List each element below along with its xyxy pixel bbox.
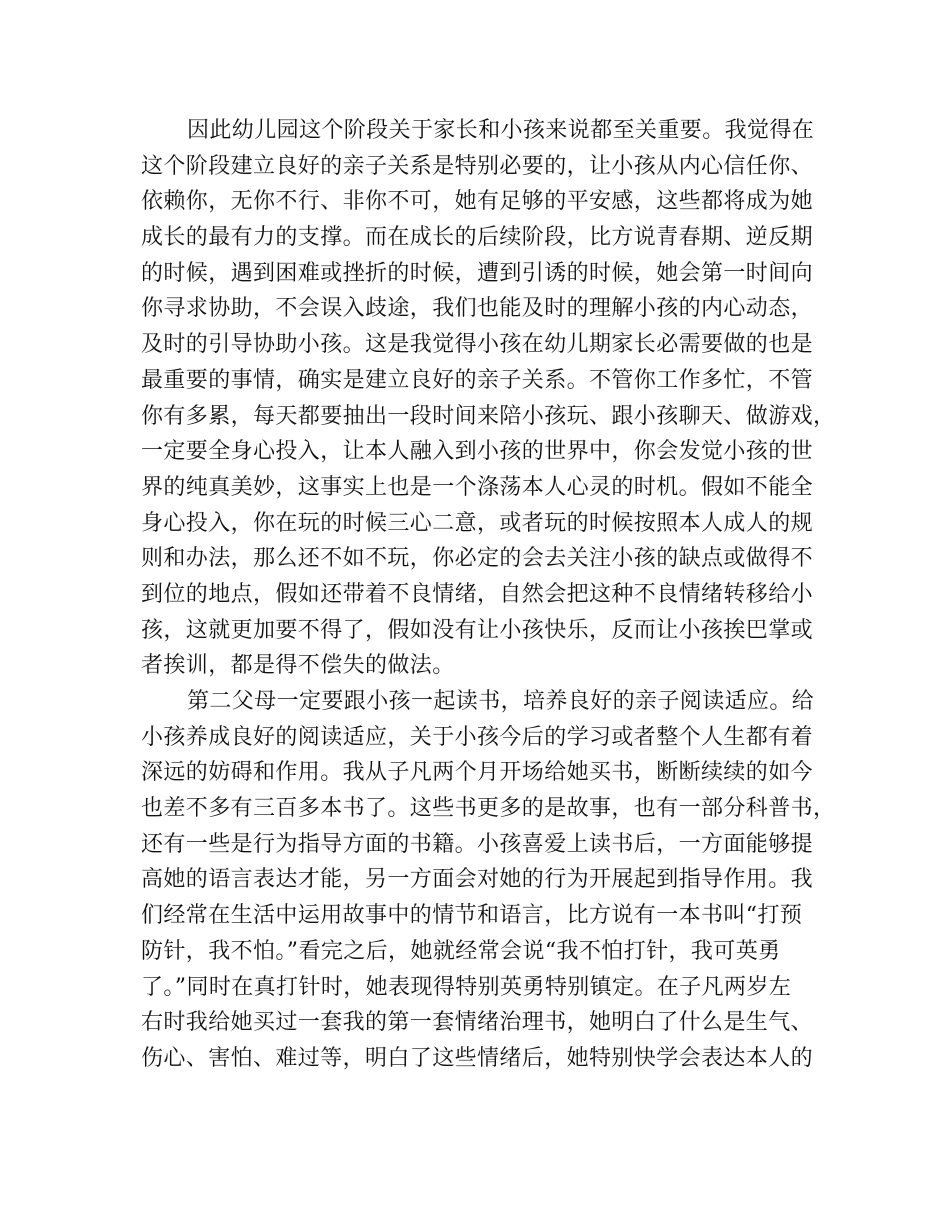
text-line: 者挨训，都是得不偿失的做法。	[141, 653, 455, 679]
text-line: 因此幼儿园这个阶段关于家长和小孩来说都至关重要。我觉得在	[187, 118, 815, 143]
text-line: 小孩养成良好的阅读适应，关于小孩今后的学习或者整个人生都有着	[141, 724, 814, 750]
text-line: 界的纯真美妙，这事实上也是一个涤荡本人心灵的时机。假如不能全	[141, 474, 814, 500]
text-line: 你寻求协助，不会误入歧途，我们也能及时的理解小孩的内心动态，	[141, 296, 814, 322]
text-line: 身心投入，你在玩的时候三心二意，或者玩的时候按照本人成人的规	[141, 510, 814, 536]
text-line: 这个阶段建立良好的亲子关系是特别必要的，让小孩从内心信任你、	[141, 153, 814, 179]
text-line: 的时候，遇到困难或挫折的时候，遭到引诱的时候，她会第一时间向	[141, 260, 814, 286]
text-line: 最重要的事情，确实是建立良好的亲子关系。不管你工作多忙，不管	[141, 367, 814, 393]
text-line: 第二父母一定要跟小孩一起读书，培养良好的亲子阅读适应。给	[187, 689, 815, 714]
text-line: 一定要全身心投入，让本人融入到小孩的世界中，你会发觉小孩的世	[141, 439, 814, 465]
text-line: 依赖你，无你不行、非你不可，她有足够的平安感，这些都将成为她	[141, 189, 814, 215]
text-line: 防针，我不怕。”看完之后，她就经常会说“我不怕打针，我可英勇	[141, 938, 781, 964]
text-line: 成长的最有力的支撑。而在成长的后续阶段，比方说青春期、逆反期	[141, 225, 814, 251]
text-line: 右时我给她买过一套我的第一套情绪治理书，她明白了什么是生气、	[141, 1010, 814, 1036]
text-line: 伤心、害怕、难过等，明白了这些情绪后，她特别快学会表达本人的	[141, 1045, 814, 1071]
text-line: 孩，这就更加要不得了，假如没有让小孩快乐，反而让小孩挨巴掌或	[141, 617, 814, 643]
text-line: 到位的地点，假如还带着不良情绪，自然会把这种不良情绪转移给小	[141, 581, 814, 607]
body-text	[141, 113, 836, 1077]
text-line: 深远的妨碍和作用。我从子凡两个月开场给她买书，断断续续的如今	[141, 760, 814, 786]
text-line: 及时的引导协助小孩。这是我觉得小孩在幼儿期家长必需要做的也是	[141, 332, 814, 358]
text-line: 你有多累，每天都要抽出一段时间来陪小孩玩、跟小孩聊天、做游戏，	[141, 403, 836, 429]
text-line: 还有一些是行为指导方面的书籍。小孩喜爱上读书后，一方面能够提	[141, 831, 814, 857]
text-line: 则和办法，那么还不如不玩，你必定的会去关注小孩的缺点或做得不	[141, 546, 814, 572]
text-line: 们经常在生活中运用故事中的情节和语言，比方说有一本书叫“打预	[141, 903, 803, 929]
text-line: 也差不多有三百多本书了。这些书更多的是故事，也有一部分科普书，	[141, 796, 836, 822]
text-line: 了。”同时在真打针时，她表现得特别英勇特别镇定。在子凡两岁左	[141, 974, 792, 1000]
text-line: 高她的语言表达才能，另一方面会对她的行为开展起到指导作用。我	[141, 867, 814, 893]
